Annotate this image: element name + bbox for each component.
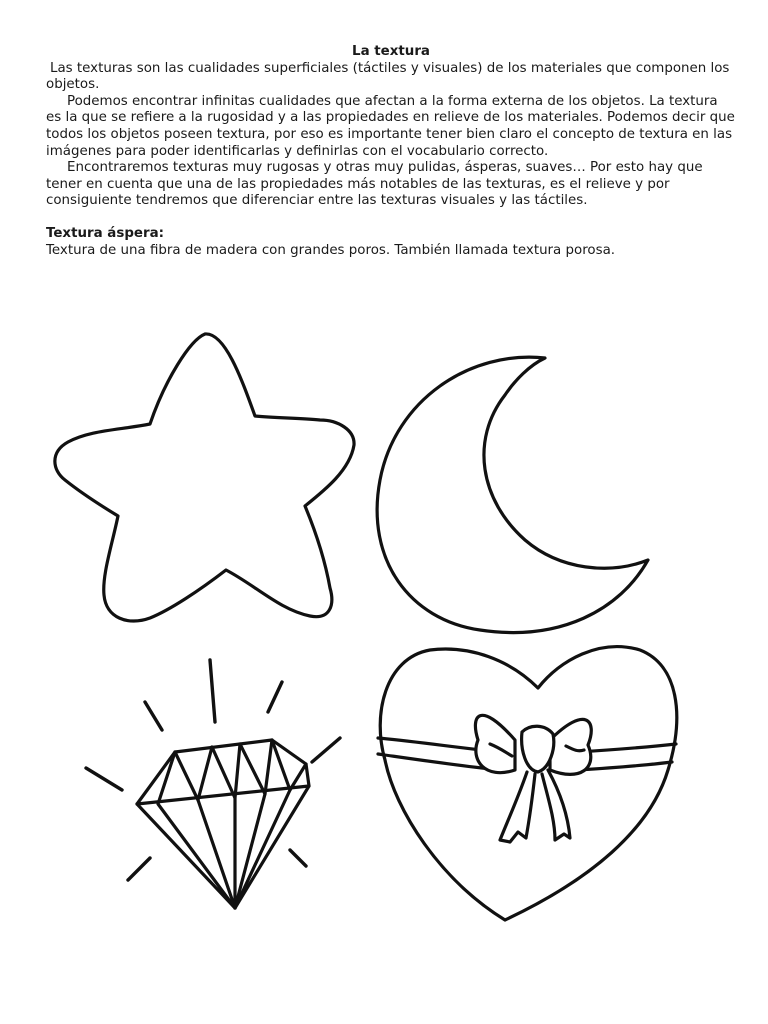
coloring-illustration	[0, 320, 768, 940]
star-shape	[55, 334, 354, 621]
paragraph-2: Podemos encontrar infinitas cualidades que afectan a la forma externa de los objetos. La textura es la que se refiere a la rugosidad y a las propiedades en relieve de los materiales. Podemos decir que todos los objetos poseen textura, por eso es importante tener bien claro el concepto de textura en las imágenes para poder identificarlas y definirlas con el vocabulario correcto.	[46, 93, 740, 159]
page-title: La textura	[352, 44, 430, 59]
diamond-shape	[137, 740, 309, 908]
paragraph-3: Encontraremos texturas muy rugosas y otras muy pulidas, ásperas, suaves… Por esto hay que tener en cuenta que una de las propiedades más notables de las texturas, es el relieve y por consiguiente tendremos que diferenciar entre las texturas visuales y las táctiles.	[46, 160, 707, 209]
moon-shape	[377, 357, 648, 632]
section-body: Textura de una fibra de madera con grandes poros. También llamada textura porosa.	[46, 242, 616, 258]
paragraph-1: Las texturas son las cualidades superficiales (táctiles y visuales) de los materiales que componen los objetos.	[46, 60, 734, 93]
text-block	[46, 44, 740, 259]
section-heading: Textura áspera:	[46, 225, 164, 241]
heart-shape	[380, 647, 677, 920]
